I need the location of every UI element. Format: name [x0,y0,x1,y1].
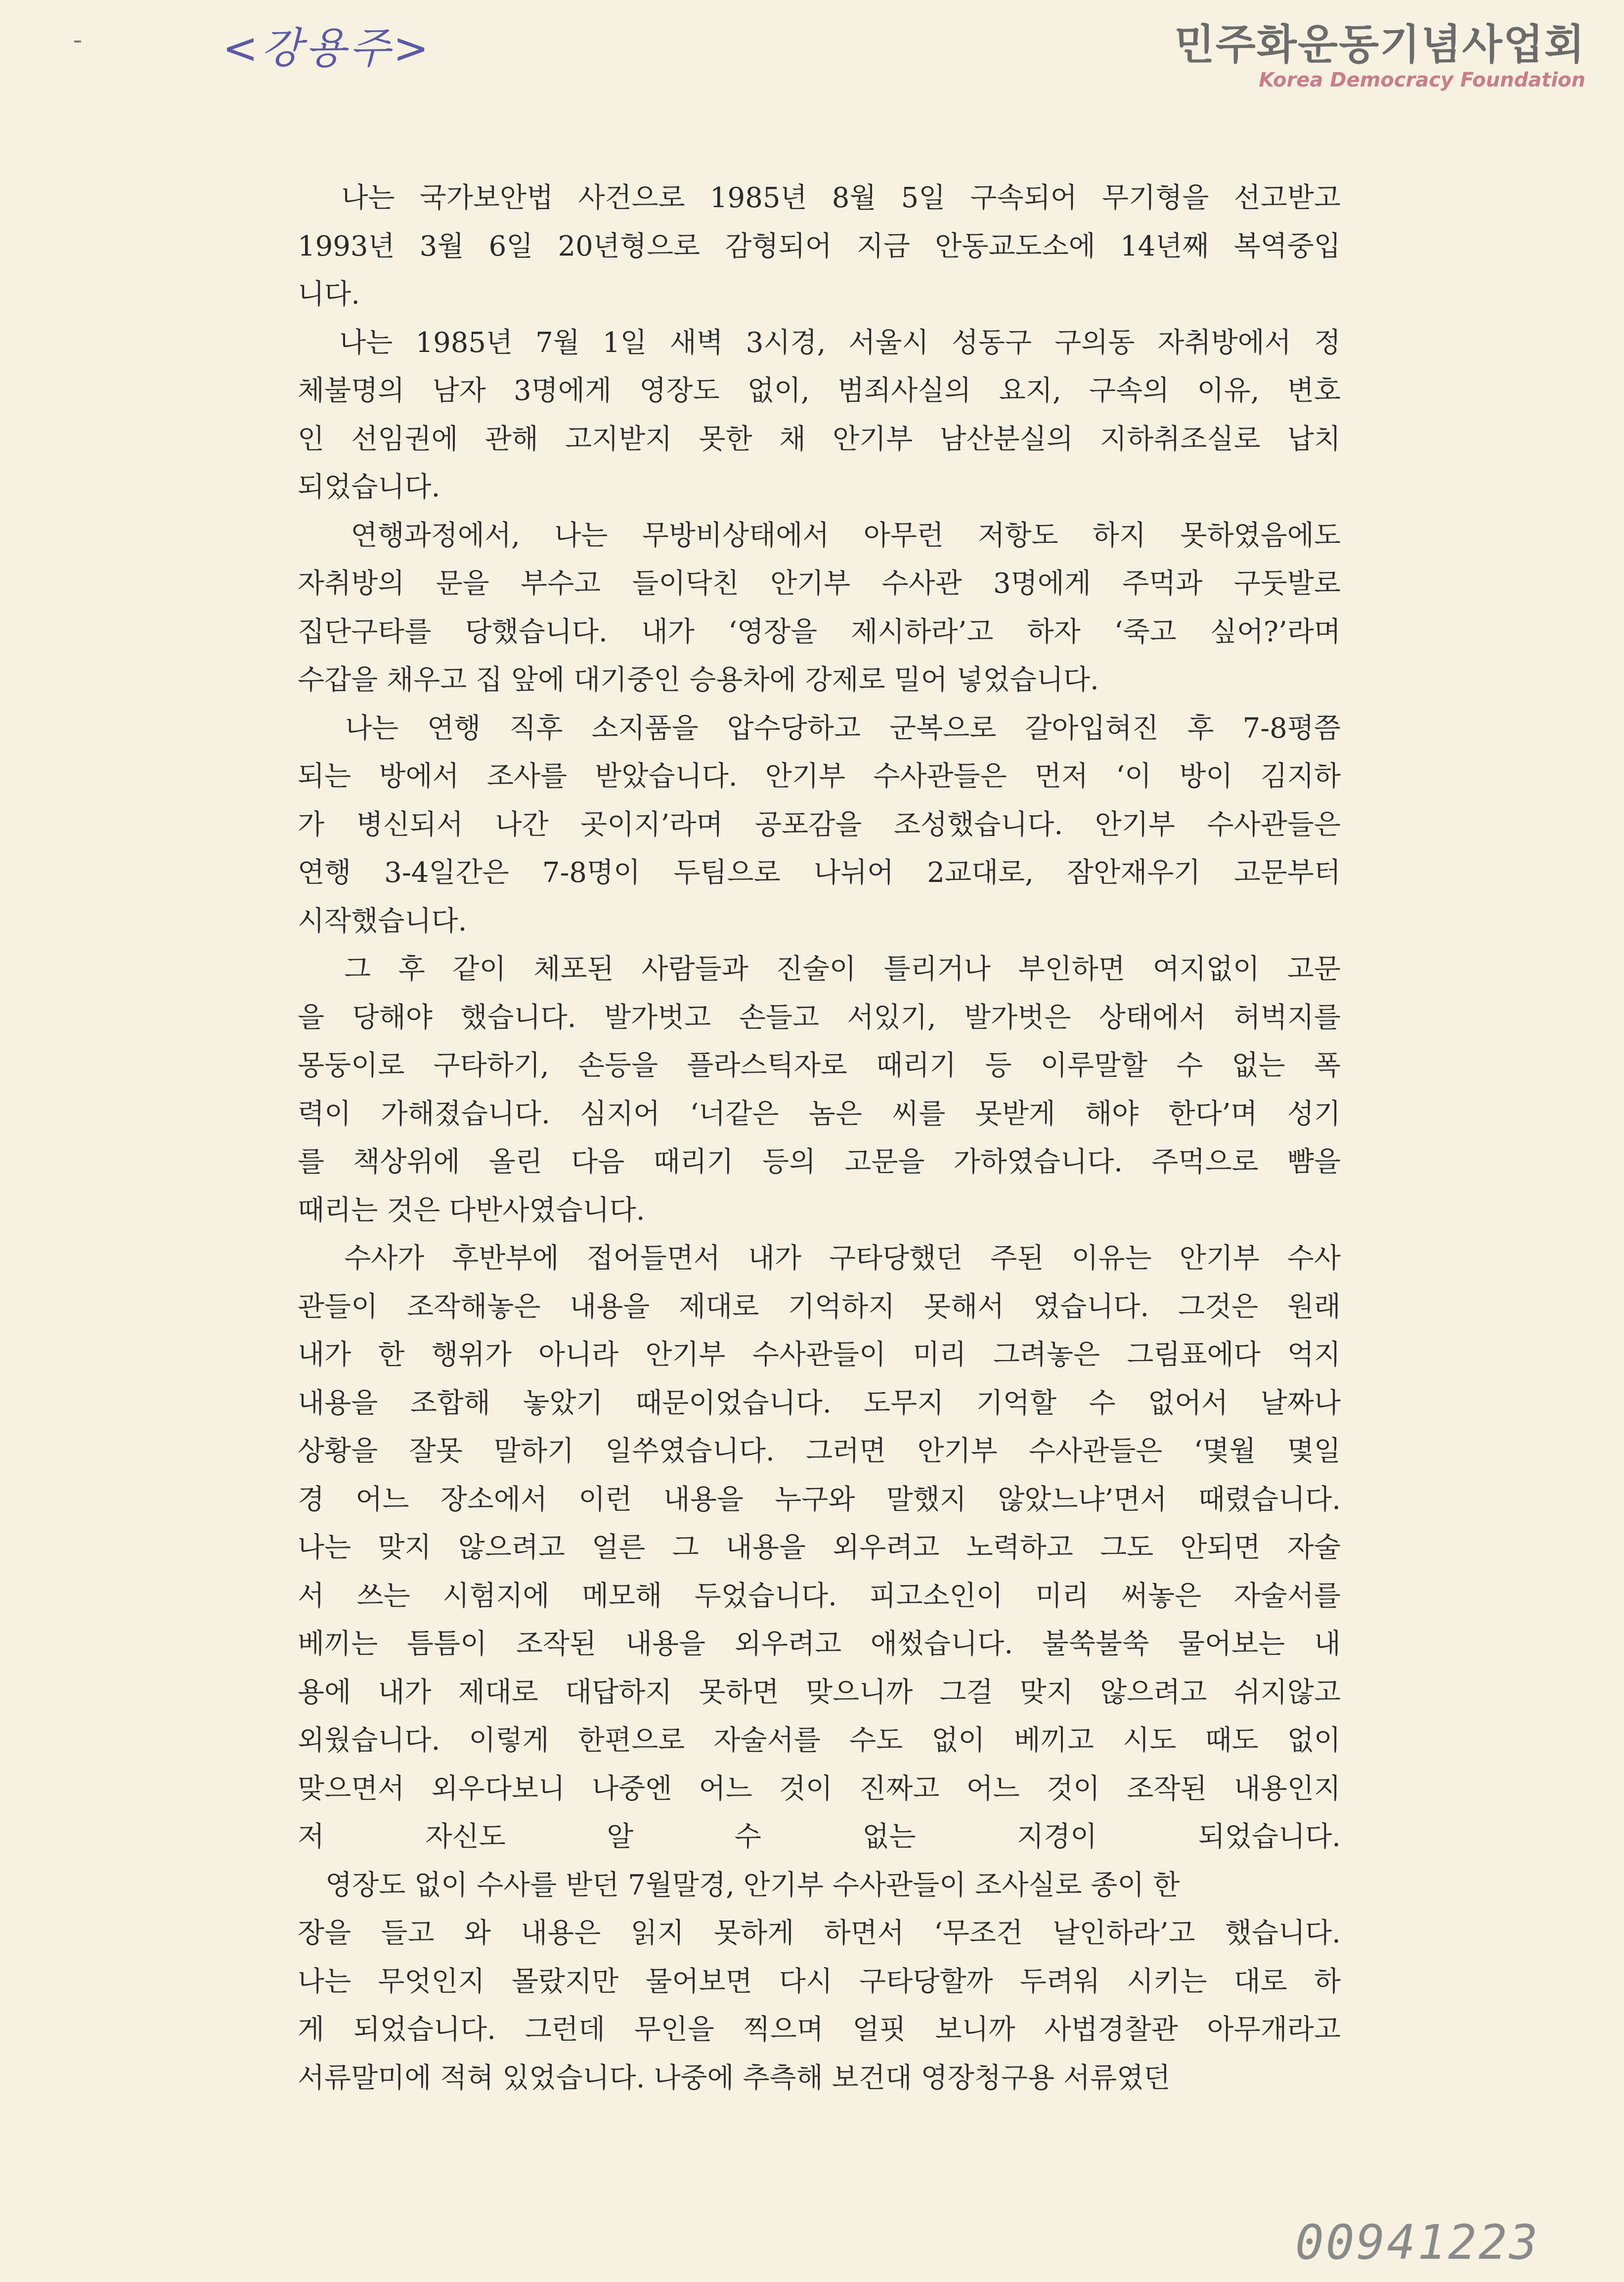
body-line: 때리는 것은 다반사였습니다. [298,1194,645,1227]
body-line: 용에 내가 제대로 대답하지 못하면 맞으니까 그걸 맞지 않으려고 쉬지않고 [298,1676,1341,1709]
body-line: 1993년 3월 6일 20년형으로 감형되어 지금 안동교도소에 14년째 복역중입 [298,230,1341,263]
body-line: 게 되었습니다. 그런데 무인을 찍으며 얼핏 보니까 사법경찰관 아무개라고 [298,2014,1341,2046]
body-line: 관들이 조작해놓은 내용을 제대로 기억하지 못해서 였습니다. 그것은 원래 [298,1290,1341,1323]
body-line: 장을 들고 와 내용은 읽지 못하게 하면서 ‘무조건 날인하라’고 했습니다. [298,1917,1341,1949]
body-line: 나는 국가보안법 사건으로 1985년 8월 5일 구속되어 무기형을 선고받고 [298,182,1341,214]
archive-number-stamp: 00941223 [1295,2215,1540,2270]
foundation-logo [1174,20,1585,91]
body-line: 나는 맞지 않으려고 얼른 그 내용을 외우려고 노력하고 그도 안되면 자술 [298,1532,1341,1564]
body-line: 나는 연행 직후 소지품을 압수당하고 군복으로 갈아입혀진 후 7-8평쯤 [298,712,1341,745]
body-line: 자취방의 문을 부수고 들이닥친 안기부 수사관 3명에게 주먹과 구둣발로 [298,568,1341,600]
logo-english-text: Korea Democracy Foundation [1259,69,1585,91]
body-line: 을 당해야 했습니다. 발가벗고 손들고 서있기, 발가벗은 상태에서 허벅지를 [298,1001,1341,1034]
body-line: 저 자신도 알 수 없는 지경이 되었습니다. [298,1821,1341,1853]
body-line: 내가 한 행위가 아니라 안기부 수사관들이 미리 그려놓은 그림표에다 억지 [298,1339,1341,1371]
body-line: 집단구타를 당했습니다. 내가 ‘영장을 제시하라’고 하자 ‘죽고 싶어?’라며 [298,615,1341,648]
body-line: 수갑을 채우고 집 앞에 대기중인 승용차에 강제로 밀어 넣었습니다. [298,664,1099,696]
body-line: 되는 방에서 조사를 받았습니다. 안기부 수사관들은 먼저 ‘이 방이 김지하 [298,760,1341,792]
body-line: 나는 무엇인지 몰랐지만 물어보면 다시 구타당할까 두려워 시키는 대로 하 [298,1965,1341,1998]
body-line: 체불명의 남자 3명에게 영장도 없이, 범죄사실의 요지, 구속의 이유, 변호 [298,375,1341,407]
body-line: 가 병신되서 나간 곳이지’라며 공포감을 조성했습니다. 안기부 수사관들은 [298,808,1341,841]
body-line: 력이 가해졌습니다. 심지어 ‘너같은 놈은 씨를 못받게 해야 한다’며 성기 [298,1097,1341,1130]
body-line: 인 선임권에 관해 고지받지 못한 채 안기부 남산분실의 지하취조실로 납치 [298,423,1341,455]
body-line: 서 쓰는 시험지에 메모해 두었습니다. 피고소인이 미리 써놓은 자술서를 [298,1580,1341,1612]
body-line: 베끼는 틈틈이 조작된 내용을 외우려고 애썼습니다. 불쑥불쑥 물어보는 내 [298,1628,1341,1660]
body-line: 맞으면서 외우다보니 나중엔 어느 것이 진짜고 어느 것이 조작된 내용인지 [298,1772,1341,1805]
body-line: 연행 3-4일간은 7-8명이 두팀으로 나뉘어 2교대로, 잠안재우기 고문부터 [298,857,1341,889]
body-line: 연행과정에서, 나는 무방비상태에서 아무런 저항도 하지 못하였음에도 [298,519,1341,552]
body-line: 외웠습니다. 이렇게 한편으로 자술서를 수도 없이 베끼고 시도 때도 없이 [298,1724,1341,1756]
body-line: 를 책상위에 올린 다음 때리기 등의 고문을 가하였습니다. 주먹으로 뺨을 [298,1146,1341,1178]
body-line: 시작했습니다. [298,905,467,937]
logo-korean-text: 민주화운동기념사업회 [1174,20,1585,69]
body-text [298,174,1341,2102]
body-line: 나는 1985년 7월 1일 새벽 3시경, 서울시 성동구 구의동 자취방에서 정 [298,326,1341,359]
body-line: 영장도 없이 수사를 받던 7월말경, 안기부 수사관들이 조사실로 종이 한 [298,1869,1180,1901]
body-line: 수사가 후반부에 접어들면서 내가 구타당했던 주된 이유는 안기부 수사 [298,1242,1341,1274]
handwritten-name-annotation: <강용주> [222,24,432,73]
body-line: 내용을 조합해 놓았기 때문이었습니다. 도무지 기억할 수 없어서 날짜나 [298,1387,1341,1419]
body-line: 경 어느 장소에서 이런 내용을 누구와 말했지 않았느냐’면서 때렸습니다. [298,1483,1341,1516]
body-line: 상황을 잘못 말하기 일쑤였습니다. 그러면 안기부 수사관들은 ‘몇월 몇일 [298,1435,1341,1467]
body-line: 니다. [298,278,360,310]
body-line: 서류말미에 적혀 있었습니다. 나중에 추측해 보건대 영장청구용 서류였던 [298,2062,1171,2094]
body-line: 몽둥이로 구타하기, 손등을 플라스틱자로 때리기 등 이루말할 수 없는 폭 [298,1050,1341,1082]
body-line: 그 후 같이 체포된 사람들과 진술이 틀리거나 부인하면 여지없이 고문 [298,953,1341,985]
corner-mark [74,41,81,43]
body-line: 되었습니다. [298,471,440,503]
